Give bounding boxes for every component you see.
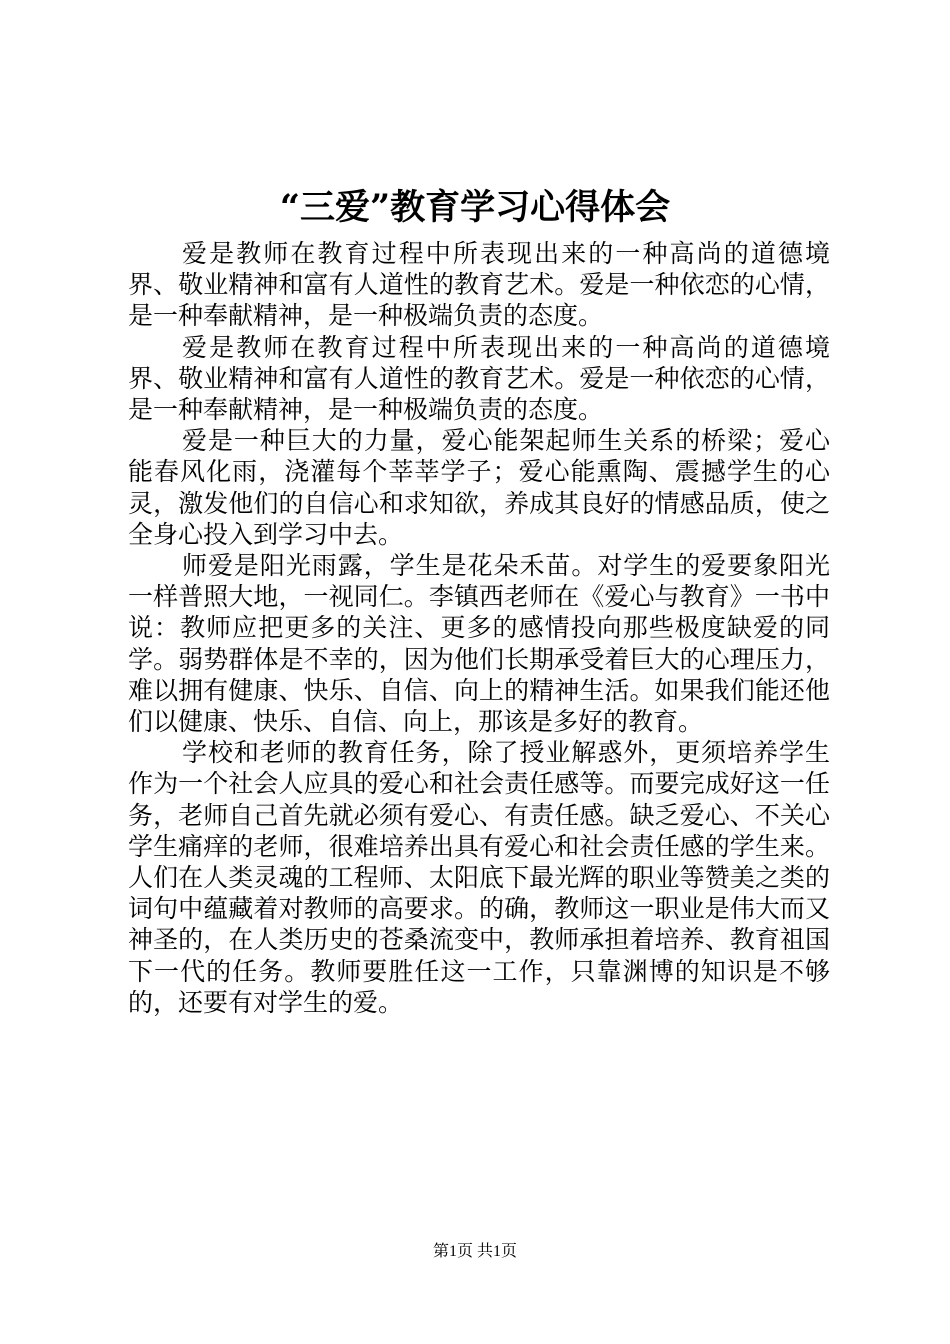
page-footer: 第1页 共1页 (432, 1243, 517, 1260)
paragraph: 爱是教师在教育过程中所表现出来的一种高尚的道德境界、敬业精神和富有人道性的教育艺术。爱是一种依恋的心情，是一种奉献精神，是一种极端负责的态度。 (128, 239, 830, 331)
document-title: “三爱”教育学习心得体会 (279, 187, 671, 228)
document-body (128, 238, 830, 1018)
paragraph: 学校和老师的教育任务，除了授业解惑外，更须培养学生作为一个社会人应具的爱心和社会责任感等。而要完成好这一任务，老师自己首先就必须有爱心、有责任感。缺乏爱心、不关心学生痛痒的老师，很难培养出具有爱心和社会责任感的学生来。人们在人类灵魂的工程师、太阳底下最光辉的职业等赞美之类的词句中蕴藏着对教师的高要求。的确，教师这一职业是伟大而又神圣的，在人类历史的苍桑流变中，教师承担着培养、教育祖国下一代的任务。教师要胜任这一工作，只靠渊博的知识是不够的，还要有对学生的爱。 (128, 738, 830, 1017)
paragraph: 爱是教师在教育过程中所表现出来的一种高尚的道德境界、敬业精神和富有人道性的教育艺术。爱是一种依恋的心情，是一种奉献精神，是一种极端负责的态度。 (128, 332, 830, 425)
paragraph: 师爱是阳光雨露，学生是花朵禾苗。对学生的爱要象阳光一样普照大地，一视同仁。李镇西老师在《爱心与教育》一书中说：教师应把更多的关注、更多的感情投向那些极度缺爱的同学。弱势群体是不幸的，因为他们长期承受着巨大的心理压力，难以拥有健康、快乐、自信、向上的精神生活。如果我们能还他们以健康、快乐、自信、向上，那该是多好的教育。 (128, 551, 830, 737)
paragraph: 爱是一种巨大的力量，爱心能架起师生关系的桥梁；爱心能春风化雨，浇灌每个莘莘学子；爱心能熏陶、震撼学生的心灵，激发他们的自信心和求知欲，养成其良好的情感品质，使之全身心投入到学习中去。 (128, 426, 830, 549)
